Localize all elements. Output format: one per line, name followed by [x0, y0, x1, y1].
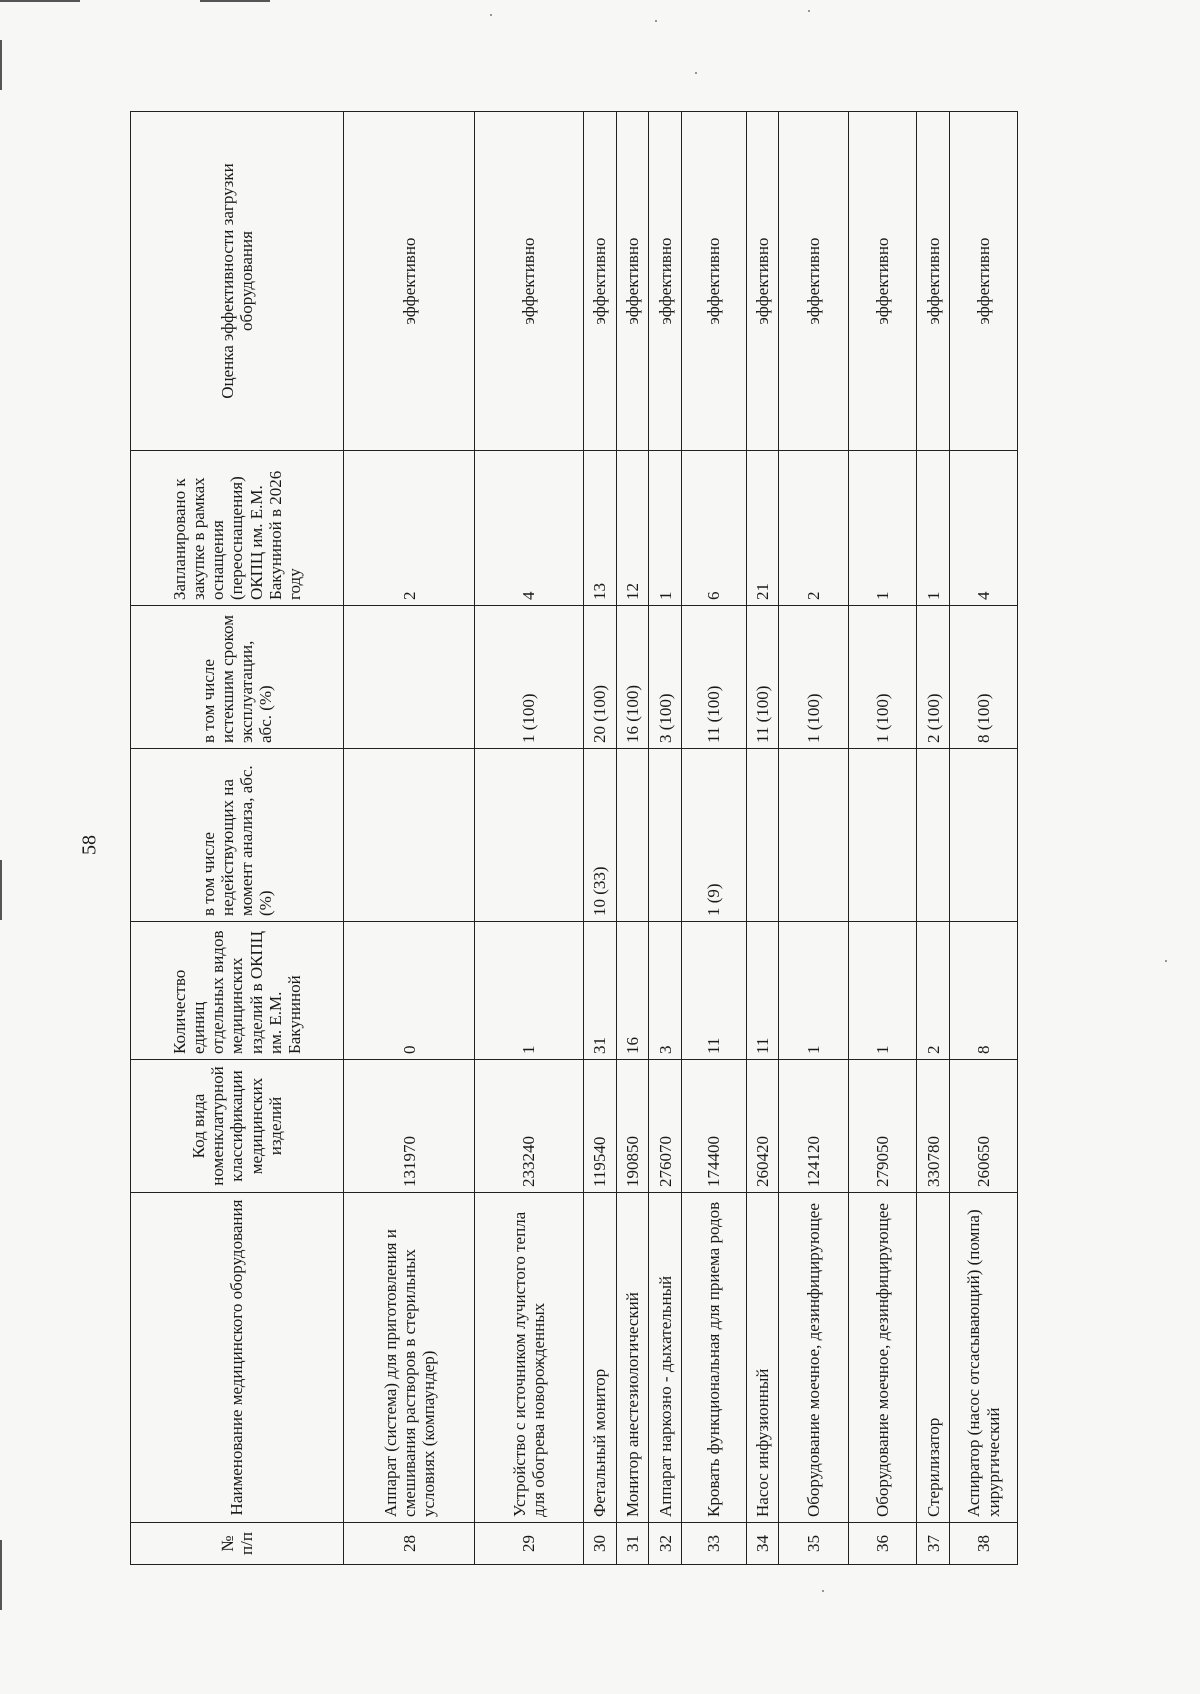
- cell-evaluation: эффективно: [649, 112, 682, 451]
- header-row: [131, 112, 344, 1565]
- cell-evaluation: эффективно: [917, 112, 950, 451]
- cell-nonworking: [779, 749, 849, 922]
- cell-code: 276070: [649, 1060, 682, 1193]
- cell-code: 330780: [917, 1060, 950, 1193]
- cell-code: 233240: [475, 1060, 584, 1193]
- cell-expired: 3 (100): [649, 606, 682, 749]
- table-body: [344, 112, 1018, 1565]
- scan-speck: [655, 20, 657, 22]
- cell-num: 31: [616, 1523, 649, 1565]
- scan-speck: [822, 1590, 824, 1592]
- cell-num: 30: [583, 1523, 616, 1565]
- cell-name: Фетальный монитор: [583, 1193, 616, 1523]
- cell-expired: 2 (100): [917, 606, 950, 749]
- cell-code: 190850: [616, 1060, 649, 1193]
- cell-expired: 8 (100): [950, 606, 1018, 749]
- table-row: [616, 112, 649, 1565]
- cell-qty: 11: [746, 922, 779, 1060]
- table-row: [779, 112, 849, 1565]
- scan-edge-mark: [0, 860, 2, 920]
- cell-evaluation: эффективно: [682, 112, 746, 451]
- cell-qty: 8: [950, 922, 1018, 1060]
- cell-qty: 31: [583, 922, 616, 1060]
- cell-name: Устройство с источником лучистого тепла для обогрева новорожденных: [475, 1193, 584, 1523]
- cell-name: Аспиратор (насос отсасывающий) (помпа) хирургический: [950, 1193, 1018, 1523]
- cell-qty: 1: [475, 922, 584, 1060]
- cell-num: 33: [682, 1523, 746, 1565]
- cell-expired: 1 (100): [779, 606, 849, 749]
- cell-qty: 1: [849, 922, 917, 1060]
- cell-qty: 2: [917, 922, 950, 1060]
- cell-expired: 16 (100): [616, 606, 649, 749]
- cell-planned: 1: [649, 451, 682, 606]
- cell-num: 34: [746, 1523, 779, 1565]
- table-row: [583, 112, 616, 1565]
- cell-nonworking: [475, 749, 584, 922]
- cell-nonworking: [950, 749, 1018, 922]
- cell-qty: 0: [344, 922, 475, 1060]
- cell-planned: 12: [616, 451, 649, 606]
- header-code: Код вида номенклатурной классификации медицинских изделий: [131, 1060, 344, 1193]
- table-row: [344, 112, 475, 1565]
- cell-expired: 1 (100): [849, 606, 917, 749]
- table-row: [682, 112, 746, 1565]
- scan-edge-mark: [200, 0, 270, 2]
- cell-name: Монитор анестезиологический: [616, 1193, 649, 1523]
- table-row: [849, 112, 917, 1565]
- cell-planned: 21: [746, 451, 779, 606]
- cell-expired: 20 (100): [583, 606, 616, 749]
- cell-num: 36: [849, 1523, 917, 1565]
- cell-expired: 11 (100): [746, 606, 779, 749]
- scan-edge-mark: [0, 0, 80, 2]
- cell-code: 119540: [583, 1060, 616, 1193]
- header-planned: Запланировано к закупке в рамках оснащения (переоснащения) ОКПЦ им. Е.М. Бакуниной в 2026 году: [131, 451, 344, 606]
- cell-planned: 6: [682, 451, 746, 606]
- cell-nonworking: [917, 749, 950, 922]
- cell-qty: 1: [779, 922, 849, 1060]
- equipment-table: [130, 111, 1018, 1565]
- header-evaluation: Оценка эффективности загрузки оборудования: [131, 112, 344, 451]
- header-num: № п/п: [131, 1523, 344, 1565]
- cell-planned: 4: [475, 451, 584, 606]
- cell-evaluation: эффективно: [950, 112, 1018, 451]
- cell-name: Оборудование моечное, дезинфицирующее: [779, 1193, 849, 1523]
- cell-evaluation: эффективно: [583, 112, 616, 451]
- cell-name: Насос инфузионный: [746, 1193, 779, 1523]
- cell-expired: [344, 606, 475, 749]
- cell-code: 131970: [344, 1060, 475, 1193]
- cell-planned: 2: [779, 451, 849, 606]
- cell-planned: 1: [849, 451, 917, 606]
- cell-nonworking: [849, 749, 917, 922]
- scan-edge-mark: [0, 1540, 2, 1610]
- cell-expired: 11 (100): [682, 606, 746, 749]
- cell-planned: 1: [917, 451, 950, 606]
- scan-edge-mark: [0, 40, 2, 90]
- cell-code: 124120: [779, 1060, 849, 1193]
- table-row: [917, 112, 950, 1565]
- table-row: [746, 112, 779, 1565]
- rotated-table-wrapper: [130, 112, 1018, 1565]
- cell-num: 38: [950, 1523, 1018, 1565]
- header-qty: Количество единиц отдельных видов медицинских изделий в ОКПЦ им. Е.М. Бакуниной: [131, 922, 344, 1060]
- cell-evaluation: эффективно: [344, 112, 475, 451]
- cell-qty: 11: [682, 922, 746, 1060]
- table-row: [649, 112, 682, 1565]
- cell-nonworking: [746, 749, 779, 922]
- cell-num: 28: [344, 1523, 475, 1565]
- cell-qty: 3: [649, 922, 682, 1060]
- cell-name: Оборудование моечное, дезинфицирующее: [849, 1193, 917, 1523]
- cell-nonworking: [649, 749, 682, 922]
- cell-nonworking: [344, 749, 475, 922]
- cell-expired: 1 (100): [475, 606, 584, 749]
- cell-planned: 13: [583, 451, 616, 606]
- cell-nonworking: 1 (9): [682, 749, 746, 922]
- cell-evaluation: эффективно: [779, 112, 849, 451]
- cell-num: 32: [649, 1523, 682, 1565]
- scan-speck: [695, 72, 697, 74]
- cell-name: Аппарат наркозно - дыхательный: [649, 1193, 682, 1523]
- cell-code: 260650: [950, 1060, 1018, 1193]
- scan-speck: [808, 10, 810, 12]
- cell-evaluation: эффективно: [616, 112, 649, 451]
- page-number-text: 58: [78, 835, 101, 855]
- cell-name: Стерилизатор: [917, 1193, 950, 1523]
- cell-nonworking: [616, 749, 649, 922]
- cell-name: Кровать функциональная для приема родов: [682, 1193, 746, 1523]
- cell-code: 279050: [849, 1060, 917, 1193]
- cell-code: 260420: [746, 1060, 779, 1193]
- cell-nonworking: 10 (33): [583, 749, 616, 922]
- table-row: [475, 112, 584, 1565]
- cell-num: 37: [917, 1523, 950, 1565]
- header-expired: в том числе истекшим сроком эксплуатации, абс. (%): [131, 606, 344, 749]
- cell-evaluation: эффективно: [849, 112, 917, 451]
- header-name: Наименование медицинского оборудования: [131, 1193, 344, 1523]
- cell-qty: 16: [616, 922, 649, 1060]
- cell-planned: 4: [950, 451, 1018, 606]
- cell-name: Аппарат (система) для приготовления и смешивания растворов в стерильных условиях (компаундер): [344, 1193, 475, 1523]
- cell-num: 35: [779, 1523, 849, 1565]
- scan-speck: [1165, 960, 1167, 962]
- cell-evaluation: эффективно: [475, 112, 584, 451]
- cell-num: 29: [475, 1523, 584, 1565]
- scan-speck: [490, 14, 492, 16]
- cell-code: 174400: [682, 1060, 746, 1193]
- cell-planned: 2: [344, 451, 475, 606]
- cell-evaluation: эффективно: [746, 112, 779, 451]
- table-row: [950, 112, 1018, 1565]
- header-nonworking: в том числе недействующих на момент анализа, абс. (%): [131, 749, 344, 922]
